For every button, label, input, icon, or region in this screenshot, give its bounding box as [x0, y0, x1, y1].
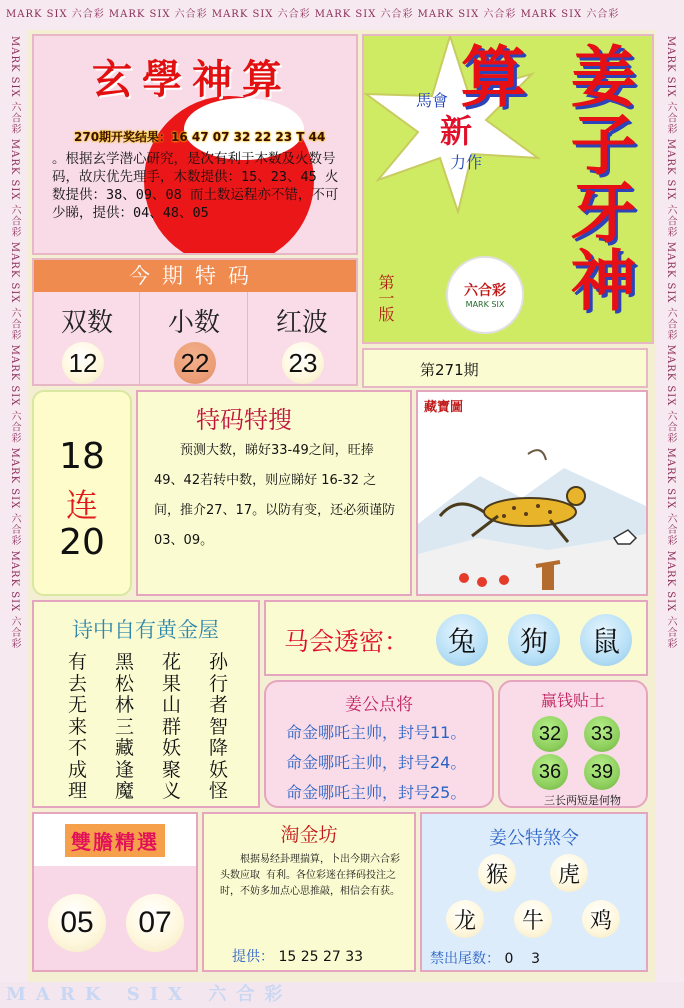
poem-column-3 [148, 652, 195, 802]
poem-char: 孙 [208, 651, 228, 673]
star-line-2: 新 [440, 112, 473, 150]
commander-line-3: 命金哪吒主帅，封号25。 [286, 783, 467, 802]
special-code-title: 今期特码 [34, 260, 356, 292]
streak-bottom: 20 [59, 522, 105, 563]
poem-char: 成 [67, 758, 87, 781]
winning-number-3: 36 [532, 754, 568, 790]
title-panel [32, 34, 358, 255]
double-panel [32, 812, 198, 972]
poem-char: 理 [67, 780, 87, 802]
poem-char: 聚 [161, 758, 181, 781]
search-title: 特码特搜 [196, 406, 292, 434]
poem-grid [54, 652, 242, 802]
special-col-1 [34, 292, 140, 384]
gold-provide [232, 946, 363, 966]
special-header-2: 小数 [167, 308, 220, 338]
star-line-1: 馬會 [416, 91, 449, 110]
logo-subtext: MARK SIX [465, 300, 505, 309]
double-value-2: 07 [126, 894, 184, 952]
logo-text: 六合彩 [464, 283, 506, 299]
poem-char: 藏 [114, 737, 134, 759]
poem-char: 不 [67, 737, 87, 759]
poem-title: 诗中自有黄金屋 [72, 618, 219, 642]
kill-animal-3: 龙 [446, 900, 484, 938]
double-value-1: 05 [48, 894, 106, 952]
poem-char: 来 [67, 715, 87, 738]
special-header-1: 双数 [60, 308, 113, 338]
big-title: 姜子牙神算 [449, 42, 636, 314]
issue-panel [362, 348, 648, 388]
horse-label: 马会透密： [284, 627, 410, 656]
kill-tail [430, 948, 540, 968]
right-border: MARK SIX 六合彩 MARK SIX 六合彩 MARK SIX 六合彩 MARK SIX 六合彩 MARK SIX 六合彩 MARK SIX 六合彩 [656, 30, 684, 982]
poem-char: 降 [208, 737, 228, 759]
poem-char: 黑 [114, 651, 134, 673]
poem-char: 智 [208, 715, 228, 738]
left-title: 玄學神算 [92, 56, 292, 103]
poem-char: 群 [161, 715, 181, 738]
poem-char: 花 [161, 651, 181, 673]
poem-char: 妖 [208, 758, 228, 781]
treasure-picture [418, 414, 646, 594]
poem-char: 山 [161, 694, 181, 716]
poem-char: 行 [208, 672, 228, 695]
kill-animal-5: 鸡 [582, 900, 620, 938]
kill-animal-1: 猴 [478, 854, 516, 892]
top-border: MARK SIX 六合彩 MARK SIX 六合彩 MARK SIX 六合彩 MARK SIX 六合彩 MARK SIX 六合彩 MARK SIX 六合彩 [0, 0, 684, 30]
special-header-3: 红波 [275, 308, 328, 338]
streak-top: 18 [59, 436, 105, 477]
gold-body: 根据易经卦理揣算，卜出今期六合彩头数应取 有利。各位彩迷在择码投注之时，不妨多加点心思推敲，相信会有获。 [220, 854, 400, 897]
gold-panel [202, 812, 416, 972]
poem-char: 逢 [114, 758, 134, 781]
edition-label: 第一版 [376, 274, 395, 322]
bottom-border-text: MARK SIX 六合彩 [6, 984, 293, 1005]
horse-animal-1: 兔 [436, 614, 488, 666]
commander-line-1: 命金哪吒主帅，封号11。 [286, 723, 467, 742]
special-value-3: 23 [282, 342, 324, 384]
poem-char: 果 [161, 672, 181, 695]
poem-column-2 [101, 652, 148, 802]
kill-tail-label: 禁出尾数： [430, 951, 500, 967]
poem-char: 松 [114, 672, 134, 695]
winning-number-2: 33 [584, 716, 620, 752]
gold-provide-label: 提供： [232, 949, 274, 965]
poem-char: 怪 [208, 780, 228, 802]
special-code-panel [32, 258, 358, 386]
treasure-title: 藏寶圖 [424, 400, 464, 415]
poem-column-1 [54, 652, 101, 802]
result-line: 270期开奖结果：16 47 07 32 22 23 T 44 [74, 130, 326, 144]
mark-six-logo [446, 256, 524, 334]
special-value-1: 12 [62, 342, 104, 384]
kill-title: 姜公特煞令 [489, 828, 579, 849]
treasure-panel [416, 390, 648, 596]
streak-middle: 连 [65, 486, 98, 524]
winning-panel [498, 680, 648, 808]
kill-panel [420, 812, 648, 972]
bottom-border [0, 982, 684, 1008]
commander-title: 姜公点将 [345, 695, 413, 715]
poem-char: 无 [67, 694, 87, 716]
search-body: 预测大数，睇好33-49之间，旺捧49、42若转中数，则应睇好 16-32 之间，推介27、17。以防有变，还必须谨防03、09。 [154, 443, 396, 548]
special-col-2 [140, 292, 248, 384]
horse-panel [264, 600, 648, 676]
horse-animal-3: 鼠 [580, 614, 632, 666]
commander-line-2: 命金哪吒主帅，封号24。 [286, 753, 467, 772]
poem-char: 三 [114, 715, 134, 738]
kill-animal-2: 虎 [550, 854, 588, 892]
winning-title: 赢钱贴士 [540, 691, 605, 710]
left-border: MARK SIX 六合彩 MARK SIX 六合彩 MARK SIX 六合彩 MARK SIX 六合彩 MARK SIX 六合彩 MARK SIX 六合彩 [0, 30, 28, 982]
double-title-bar [34, 814, 196, 866]
winning-note: 三长两短是何物 [544, 794, 621, 807]
horse-animal-2: 狗 [508, 614, 560, 666]
poem-char: 魔 [114, 780, 134, 802]
poem-panel [32, 600, 260, 808]
brand-panel [362, 34, 654, 344]
winning-number-4: 39 [584, 754, 620, 790]
gold-title: 淘金坊 [280, 824, 338, 846]
poem-char: 义 [161, 780, 181, 802]
double-title: 雙膽精選 [65, 824, 165, 857]
poem-char: 者 [208, 694, 228, 716]
special-value-2: 22 [174, 342, 216, 384]
streak-panel [32, 390, 132, 596]
poem-char: 妖 [161, 737, 181, 759]
search-panel [136, 390, 412, 596]
special-col-3 [248, 292, 356, 384]
kill-tail-values: 0 3 [504, 951, 541, 967]
kill-animal-4: 牛 [514, 900, 552, 938]
poem-char: 去 [67, 672, 87, 695]
commander-panel [264, 680, 494, 808]
intro-text: 。根据玄学潜心研究，是次有利于木数及火数号码，故庆优先理手，木数提供：15、23、45 火数提供：38、09、08 而土数运程亦不错，不可少睇，提供：04、48、05 [52, 151, 339, 221]
poem-column-4 [195, 652, 242, 802]
issue-label: 第271期 [420, 361, 479, 379]
poem-char: 林 [114, 694, 134, 716]
gold-provide-numbers: 15 25 27 33 [278, 949, 364, 965]
winning-number-1: 32 [532, 716, 568, 752]
poem-char: 有 [67, 651, 87, 673]
star-line-3: 力作 [450, 153, 483, 172]
